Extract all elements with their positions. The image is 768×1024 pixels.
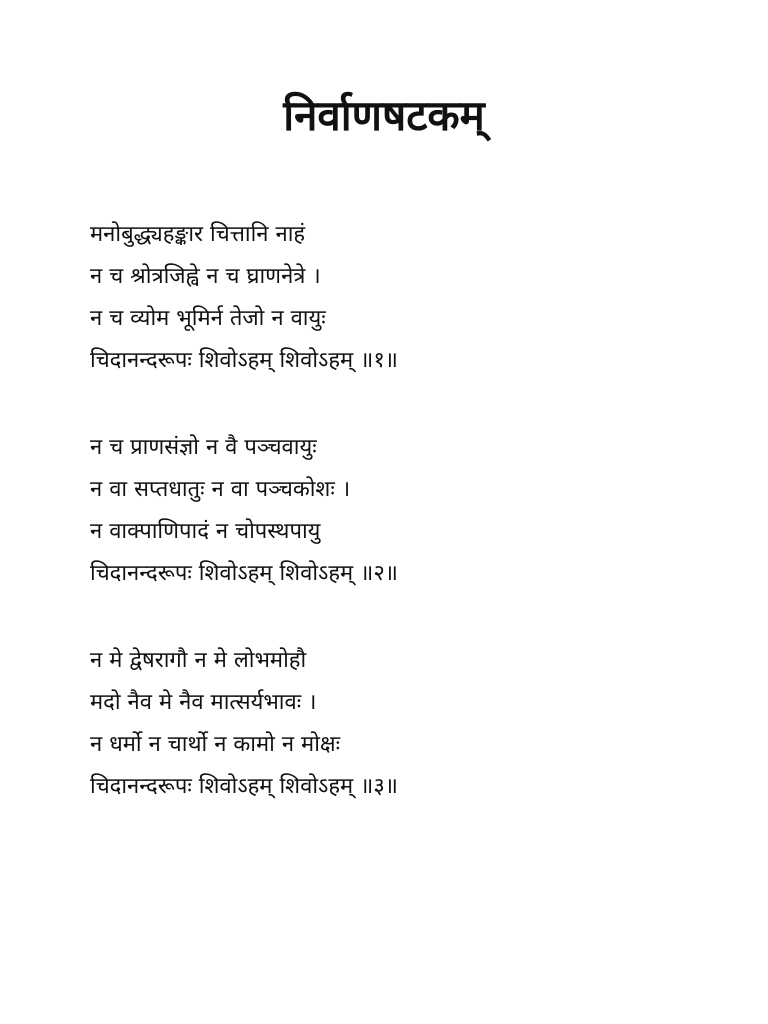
verse-line: न वा सप्तधातुः न वा पञ्चकोशः ।: [90, 477, 351, 502]
verse-refrain-line: चिदानन्दरूपः शिवोऽहम् शिवोऽहम् ॥३॥: [90, 774, 398, 799]
stanza-1: [90, 214, 730, 382]
verse-line: न वाक्पाणिपादं न चोपस्थपायु: [90, 519, 321, 544]
verse-line: न च व्योम भूमिर्न तेजो न वायुः: [90, 306, 326, 331]
verse-refrain-line: चिदानन्दरूपः शिवोऽहम् शिवोऽहम् ॥१॥: [90, 348, 398, 373]
verse-line: न मे द्वेषरागौ न मे लोभमोहौ: [90, 648, 307, 673]
verse-line: न च श्रोत्रजिह्वे न च घ्राणनेत्रे ।: [90, 264, 321, 289]
verse-line: मदो नैव मे नैव मात्सर्यभावः ।: [90, 690, 317, 715]
page-title: निर्वाणषटकम्: [283, 91, 485, 140]
verse-refrain-line: चिदानन्दरूपः शिवोऽहम् शिवोऽहम् ॥२॥: [90, 561, 398, 586]
verse-line: न च प्राणसंज्ञो न वै पञ्चवायुः: [90, 435, 317, 460]
verse-line: मनोबुद्ध्यहङ्कार चित्तानि नाहं: [90, 222, 306, 247]
verse-line: न धर्मो न चार्थो न कामो न मोक्षः: [90, 732, 341, 757]
stanza-3: [90, 640, 730, 808]
stanza-2: [90, 427, 730, 595]
